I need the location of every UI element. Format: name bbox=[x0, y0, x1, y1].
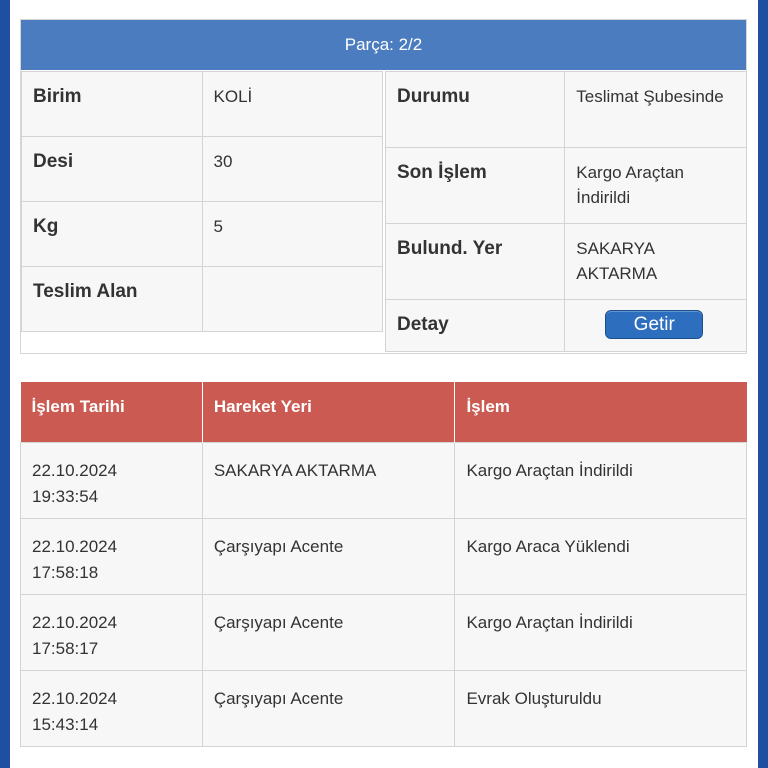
place-cell: Çarşıyapı Acente bbox=[202, 518, 455, 594]
part-details-panel bbox=[20, 19, 747, 354]
action-cell: Kargo Araçtan İndirildi bbox=[455, 594, 747, 670]
column-header-islem: İşlem bbox=[455, 382, 747, 442]
action-cell: Kargo Araca Yüklendi bbox=[455, 518, 747, 594]
movements-header-row bbox=[21, 382, 747, 442]
date-cell bbox=[21, 594, 203, 670]
place-cell: SAKARYA AKTARMA bbox=[202, 442, 455, 518]
date-text: 22.10.2024 bbox=[32, 612, 118, 632]
date-text: 22.10.2024 bbox=[32, 460, 118, 480]
table-row bbox=[21, 442, 747, 518]
info-label: Kg bbox=[22, 202, 203, 267]
getir-button[interactable]: Getir bbox=[605, 310, 703, 339]
info-value bbox=[202, 267, 382, 332]
action-cell: Evrak Oluşturuldu bbox=[455, 670, 747, 746]
info-value: KOLİ bbox=[202, 72, 382, 137]
info-label: Son İşlem bbox=[386, 148, 565, 224]
info-row-detay bbox=[386, 300, 747, 352]
info-row-son-islem bbox=[386, 148, 747, 224]
info-row-desi bbox=[22, 137, 383, 202]
info-value: Kargo Araçtan İndirildi bbox=[565, 148, 747, 224]
date-cell bbox=[21, 442, 203, 518]
part-header: Parça: 2/2 bbox=[21, 20, 746, 70]
date-text: 22.10.2024 bbox=[32, 536, 118, 556]
info-value: Teslimat Şubesinde bbox=[565, 72, 747, 148]
info-label: Durumu bbox=[386, 72, 565, 148]
column-header-hareket-yeri: Hareket Yeri bbox=[202, 382, 455, 442]
info-row-bulund-yer bbox=[386, 224, 747, 300]
column-header-islem-tarihi: İşlem Tarihi bbox=[21, 382, 203, 442]
table-row bbox=[21, 594, 747, 670]
info-value: 30 bbox=[202, 137, 382, 202]
info-label: Detay bbox=[386, 300, 565, 352]
table-row bbox=[21, 518, 747, 594]
part-info-right-table bbox=[385, 71, 747, 352]
content-page bbox=[10, 0, 758, 768]
info-row-durumu bbox=[386, 72, 747, 148]
info-row-teslim-alan bbox=[22, 267, 383, 332]
info-label: Birim bbox=[22, 72, 203, 137]
time-text: 19:33:54 bbox=[32, 486, 99, 506]
time-text: 17:58:18 bbox=[32, 562, 99, 582]
info-value bbox=[565, 300, 747, 352]
movements-table bbox=[20, 382, 747, 747]
info-row-kg bbox=[22, 202, 383, 267]
time-text: 15:43:14 bbox=[32, 714, 99, 734]
info-value: SAKARYA AKTARMA bbox=[565, 224, 747, 300]
info-value: 5 bbox=[202, 202, 382, 267]
place-cell: Çarşıyapı Acente bbox=[202, 670, 455, 746]
part-info-left-table bbox=[21, 71, 383, 332]
info-label: Bulund. Yer bbox=[386, 224, 565, 300]
action-cell: Kargo Araçtan İndirildi bbox=[455, 442, 747, 518]
table-row bbox=[21, 670, 747, 746]
place-cell: Çarşıyapı Acente bbox=[202, 594, 455, 670]
date-cell bbox=[21, 518, 203, 594]
info-row-birim bbox=[22, 72, 383, 137]
info-label: Teslim Alan bbox=[22, 267, 203, 332]
info-label: Desi bbox=[22, 137, 203, 202]
date-cell bbox=[21, 670, 203, 746]
time-text: 17:58:17 bbox=[32, 638, 99, 658]
date-text: 22.10.2024 bbox=[32, 688, 118, 708]
